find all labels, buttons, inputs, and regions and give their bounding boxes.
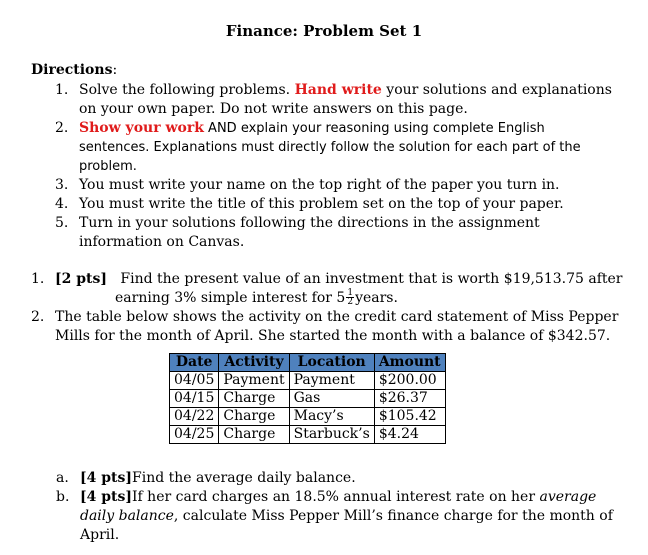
problem-item (31, 270, 625, 308)
direction-number: 5. (55, 215, 69, 231)
table-row (170, 390, 446, 408)
direction-number: 3. (55, 177, 69, 193)
table-cell: 04/25 (170, 426, 219, 444)
table-row (170, 408, 446, 426)
table-header: Activity (219, 354, 289, 372)
problem-item (31, 308, 625, 346)
table-cell: $26.37 (374, 390, 445, 408)
directions-list (55, 81, 619, 252)
table-cell: Charge (219, 408, 289, 426)
table-cell: 04/22 (170, 408, 219, 426)
fraction-numerator: 1 (347, 287, 354, 298)
direction-text: your solutions and explanations on your own paper. Do not write answers on this page. (79, 82, 612, 117)
problem-text: Find the present value of an investment that is worth $19,513.75 after (120, 271, 623, 287)
direction-number: 4. (55, 196, 69, 212)
table-row (170, 372, 446, 390)
problem-text: years. (355, 290, 398, 306)
table-cell: $105.42 (374, 408, 445, 426)
fraction-denominator: 2 (347, 296, 354, 307)
subpart-emphasis: average daily balance (80, 489, 597, 524)
subparts-list (56, 469, 620, 545)
points-label: [4 pts] (80, 489, 133, 505)
table-cell: Payment (289, 372, 374, 390)
direction-text: Solve the following problems. (79, 82, 295, 98)
table-cell: Charge (219, 390, 289, 408)
fraction-one-half (346, 289, 354, 306)
subpart-text: , calculate Miss Pepper Mill’s finance charge for the month of April. (80, 508, 613, 543)
table-header: Amount (374, 354, 445, 372)
direction-text: AND explain your reasoning using complete English sentences. Explanations must directly follow the solution for each part of the problem. (79, 121, 581, 174)
directions-heading-label: Directions (31, 62, 113, 78)
subpart-text: Find the average daily balance. (132, 470, 356, 486)
direction-item (55, 119, 619, 176)
direction-text: You must write the title of this problem set on the top of your paper. (79, 196, 564, 212)
table-cell: Starbuck’s (289, 426, 374, 444)
page-title: Finance: Problem Set 1 (225, 22, 423, 40)
table-header: Date (170, 354, 219, 372)
table-header-row (170, 354, 446, 372)
direction-number: 1. (55, 82, 69, 98)
statement-table (169, 353, 446, 444)
subpart-letter: b. (56, 489, 70, 505)
points-label: [4 pts] (80, 470, 133, 486)
problem-text: earning 3% simple interest for 5 (115, 290, 346, 306)
problem-number: 2. (31, 309, 45, 325)
direction-item (55, 214, 619, 252)
table-cell: $200.00 (374, 372, 445, 390)
direction-text: Turn in your solutions following the directions in the assignment information on Canvas. (79, 215, 540, 250)
table-cell: Payment (219, 372, 289, 390)
table-cell: Gas (289, 390, 374, 408)
direction-item (55, 81, 619, 119)
points-label: [2 pts] (55, 271, 108, 287)
table-cell: 04/15 (170, 390, 219, 408)
problem-text: The table below shows the activity on the credit card statement of Miss Pepper Mills for the month of April. She started the month with a balance of $342.57. (55, 309, 619, 344)
directions-heading-colon: : (112, 62, 118, 78)
subpart-text: If her card charges an 18.5% annual interest rate on her (132, 489, 540, 505)
table-cell: 04/05 (170, 372, 219, 390)
table-header: Location (289, 354, 374, 372)
direction-item (55, 195, 619, 214)
subpart-letter: a. (56, 470, 69, 486)
table-cell: $4.24 (374, 426, 445, 444)
direction-text: You must write your name on the top right of the paper you turn in. (79, 177, 560, 193)
direction-item (55, 176, 619, 195)
table-cell: Macy’s (289, 408, 374, 426)
problems-list (31, 270, 625, 346)
subpart-item (56, 469, 620, 488)
direction-emphasis: Hand write (294, 82, 382, 98)
subpart-item (56, 488, 620, 545)
directions-heading (31, 62, 117, 78)
direction-number: 2. (55, 120, 69, 136)
table-cell: Charge (219, 426, 289, 444)
direction-emphasis: Show your work (79, 120, 204, 136)
problem-number: 1. (31, 271, 45, 287)
table-row (170, 426, 446, 444)
